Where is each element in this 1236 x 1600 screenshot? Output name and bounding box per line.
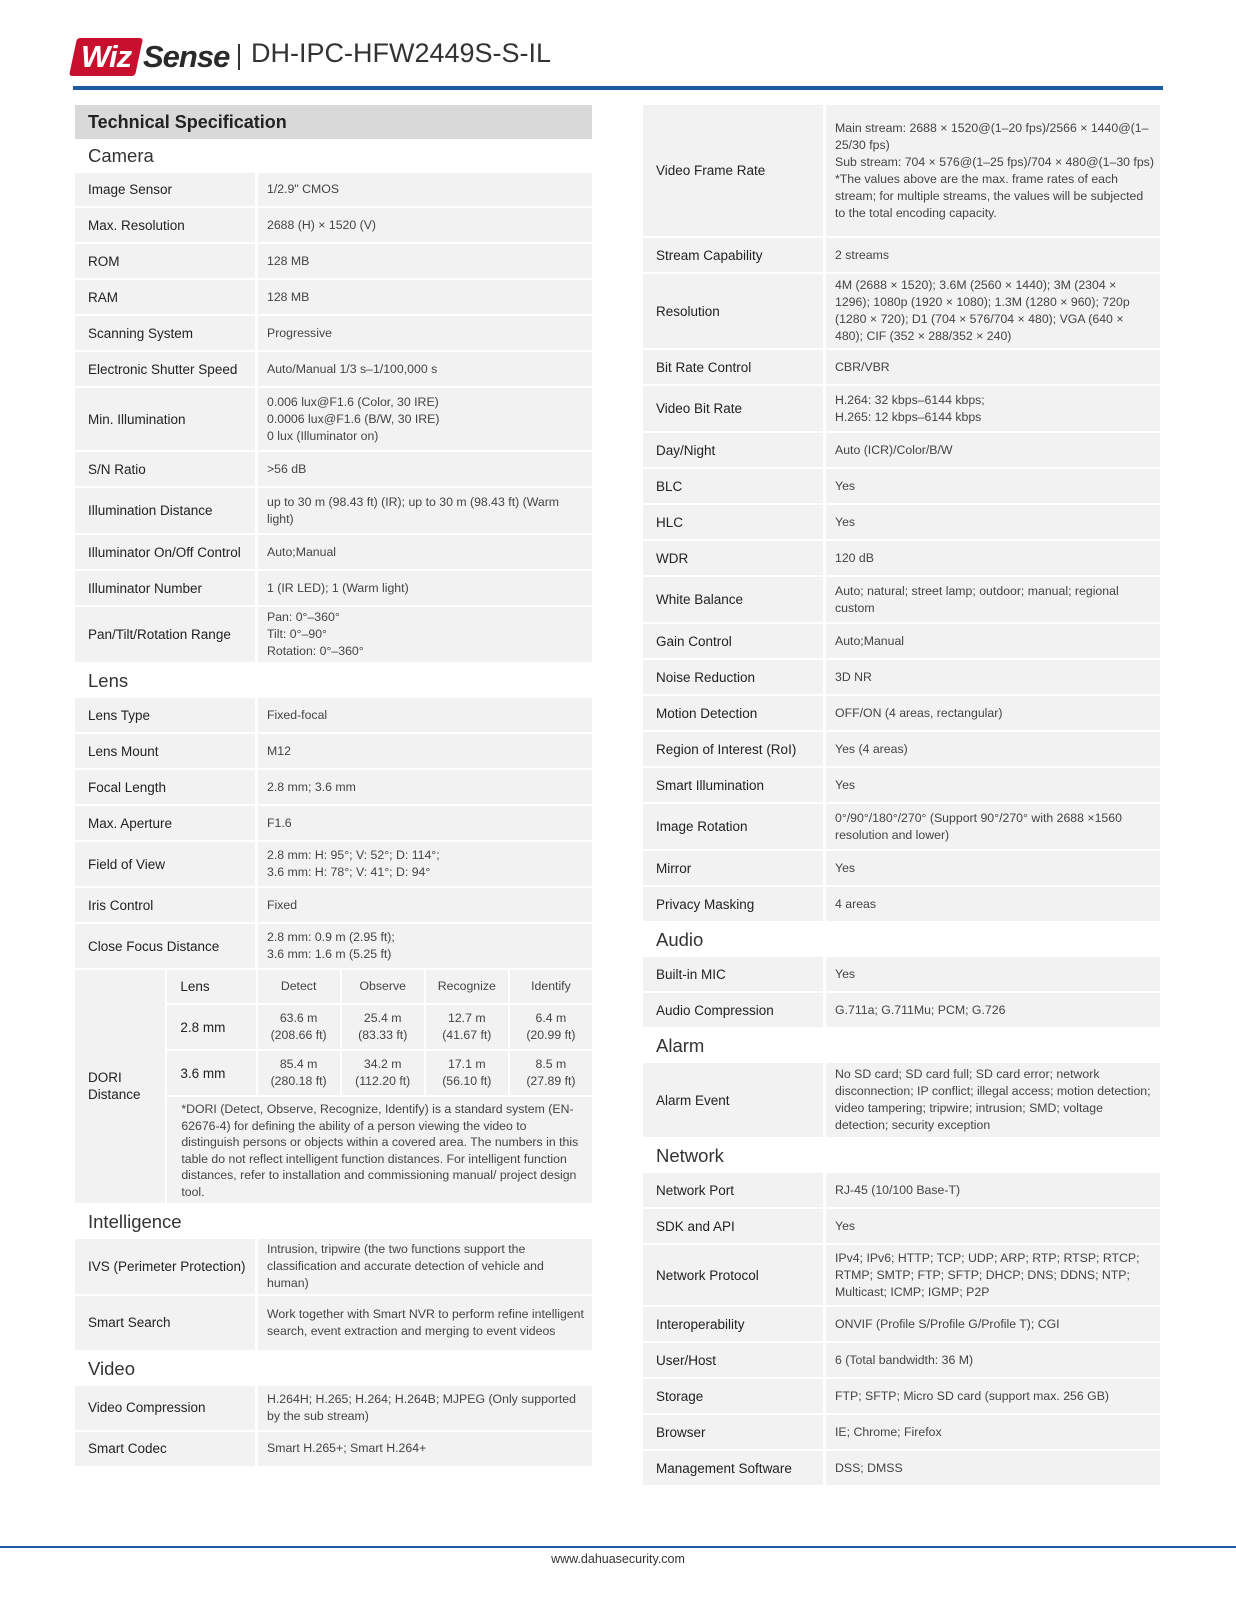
spec-label: Smart Illumination xyxy=(643,768,826,802)
spec-table-audio xyxy=(643,955,1160,1029)
section-title-intelligence: Intelligence xyxy=(88,1210,182,1232)
spec-row-rom xyxy=(75,244,592,278)
spec-value: H.264: 32 kbps–6144 kbps; H.265: 12 kbps–6144 kbps xyxy=(826,386,1160,431)
spec-row-video-bit-rate xyxy=(643,386,1160,431)
spec-label: RAM xyxy=(75,280,258,314)
spec-value: Fixed xyxy=(258,888,592,922)
spec-row-sdk-and-api xyxy=(643,1209,1160,1243)
spec-value: Intrusion, tripwire (the two functions support the classification and accurate detection of vehicle and human) xyxy=(258,1239,592,1294)
section-title-lens: Lens xyxy=(88,670,129,691)
spec-value: 2.8 mm: H: 95°; V: 52°; D: 114°; 3.6 mm: H: 78°; V: 41°; D: 94° xyxy=(258,842,592,886)
spec-row-region-of-interest-roi xyxy=(643,732,1160,766)
spec-value: 4M (2688 × 1520); 3.6M (2560 × 1440); 3M (2304 × 1296); 1080p (1920 × 1080); 1.3M (1280 × 960); 720p (1280 × 720); D1 (704 × 576/704 × 480); VGA (640 × 480); CIF (352 × 288/352 × 240) xyxy=(826,274,1160,348)
spec-value: Auto;Manual xyxy=(826,624,1160,658)
spec-label: Smart Search xyxy=(75,1296,258,1350)
spec-value: 128 MB xyxy=(258,280,592,314)
spec-row-alarm-event xyxy=(643,1063,1160,1137)
spec-label: Illuminator Number xyxy=(75,571,258,605)
spec-label: Video Bit Rate xyxy=(643,386,826,431)
spec-value: Yes xyxy=(826,851,1160,885)
page-header xyxy=(73,36,1163,84)
section-title-audio: Audio xyxy=(656,929,704,950)
spec-label: SDK and API xyxy=(643,1209,826,1243)
spec-row-white-balance xyxy=(643,577,1160,622)
spec-label: Field of View xyxy=(75,842,258,886)
spec-value: 3D NR xyxy=(826,660,1160,694)
spec-label: Max. Aperture xyxy=(75,806,258,840)
spec-label: Electronic Shutter Speed xyxy=(75,352,258,386)
spec-label: Network Port xyxy=(643,1173,826,1207)
spec-row-smart-codec xyxy=(75,1432,592,1466)
spec-value: Progressive xyxy=(258,316,592,350)
spec-table-network xyxy=(643,1171,1160,1487)
spec-label: Max. Resolution xyxy=(75,208,258,242)
spec-label: Focal Length xyxy=(75,770,258,804)
spec-label: Image Rotation xyxy=(643,804,826,849)
spec-value: up to 30 m (98.43 ft) (IR); up to 30 m (98.43 ft) (Warm light) xyxy=(258,488,592,533)
spec-value: 2.8 mm: 0.9 m (2.95 ft); 3.6 mm: 1.6 m (5.25 ft) xyxy=(258,924,592,968)
spec-row-audio-compression xyxy=(643,993,1160,1027)
spec-label: Pan/Tilt/Rotation Range xyxy=(75,607,258,662)
dori-header-detect: Detect xyxy=(258,970,340,1003)
spec-value: Pan: 0°–360° Tilt: 0°–90° Rotation: 0°–360° xyxy=(258,607,592,662)
spec-row-user-host xyxy=(643,1343,1160,1377)
spec-value: Main stream: 2688 × 1520@(1–20 fps)/2566 × 1440@(1–25/30 fps) Sub stream: 704 × 576@(1–25 fps)/704 × 480@(1–30 fps) *The values above are the max. frame rates of each stream; for multiple streams, the values will be subjected to the total encoding capacity. xyxy=(826,105,1160,236)
spec-value: OFF/ON (4 areas, rectangular) xyxy=(826,696,1160,730)
dori-header-identify: Identify xyxy=(510,970,592,1003)
dori-note: *DORI (Detect, Observe, Recognize, Identify) is a standard system (EN-62676-4) for defining the ability of a person viewing the video to distinguish persons or objects within a covered area. The numbers in this table do not reflect intelligent function distances. For intelligent function distances, refer to installation and commissioning manual/ project design tool. xyxy=(167,1097,592,1203)
spec-value: 6 (Total bandwidth: 36 M) xyxy=(826,1343,1160,1377)
spec-row-resolution xyxy=(643,274,1160,348)
footer-rule xyxy=(0,1546,1236,1548)
spec-value: IE; Chrome; Firefox xyxy=(826,1415,1160,1449)
spec-label: Illumination Distance xyxy=(75,488,258,533)
spec-label: Lens Type xyxy=(75,698,258,732)
spec-value: Yes xyxy=(826,469,1160,503)
spec-row-motion-detection xyxy=(643,696,1160,730)
spec-row-stream-capability xyxy=(643,238,1160,272)
logo-wiz-text: Wiz xyxy=(81,39,132,74)
spec-label: Built-in MIC xyxy=(643,957,826,991)
spec-row-network-port xyxy=(643,1173,1160,1207)
spec-table-intelligence xyxy=(75,1237,592,1352)
dori-lens-label: 2.8 mm xyxy=(167,1005,255,1049)
spec-label: Resolution xyxy=(643,274,826,348)
spec-value: Yes xyxy=(826,957,1160,991)
spec-value: 1/2.9" CMOS xyxy=(258,173,592,206)
spec-label: Illuminator On/Off Control xyxy=(75,535,258,569)
spec-label: BLC xyxy=(643,469,826,503)
spec-value: Yes xyxy=(826,505,1160,539)
dori-cell: 34.2 m (112.20 ft) xyxy=(342,1051,424,1095)
section-title-camera: Camera xyxy=(88,145,154,166)
spec-value: 120 dB xyxy=(826,541,1160,575)
spec-label: Close Focus Distance xyxy=(75,924,258,968)
spec-value: No SD card; SD card full; SD card error; network disconnection; IP conflict; illegal access; motion detection; video tampering; tripwire; intrusion; SMD; voltage detection; security exception xyxy=(826,1063,1160,1137)
spec-row-blc xyxy=(643,469,1160,503)
spec-label: Iris Control xyxy=(75,888,258,922)
left-column xyxy=(75,105,592,1468)
spec-row-wdr xyxy=(643,541,1160,575)
header-divider xyxy=(238,44,240,70)
spec-row-s-n-ratio xyxy=(75,452,592,486)
spec-row-scanning-system xyxy=(75,316,592,350)
spec-value: G.711a; G.711Mu; PCM; G.726 xyxy=(826,993,1160,1027)
spec-row-focal-length xyxy=(75,770,592,804)
spec-value: Fixed-focal xyxy=(258,698,592,732)
model-number: DH-IPC-HFW2449S-S-IL xyxy=(251,38,552,68)
spec-value: Work together with Smart NVR to perform refine intelligent search, event extraction and merging to event videos xyxy=(258,1296,592,1350)
spec-label: User/Host xyxy=(643,1343,826,1377)
spec-row-field-of-view xyxy=(75,842,592,886)
spec-value: Auto;Manual xyxy=(258,535,592,569)
spec-row-bit-rate-control xyxy=(643,350,1160,384)
spec-row-noise-reduction xyxy=(643,660,1160,694)
spec-label: Noise Reduction xyxy=(643,660,826,694)
spec-value: M12 xyxy=(258,734,592,768)
spec-label: HLC xyxy=(643,505,826,539)
spec-value: 2 streams xyxy=(826,238,1160,272)
spec-label: White Balance xyxy=(643,577,826,622)
spec-label: Video Frame Rate xyxy=(643,105,826,236)
spec-label: IVS (Perimeter Protection) xyxy=(75,1239,258,1294)
dori-cell: 6.4 m (20.99 ft) xyxy=(510,1005,592,1049)
spec-row-image-sensor xyxy=(75,173,592,206)
spec-row-hlc xyxy=(643,505,1160,539)
spec-label: Network Protocol xyxy=(643,1245,826,1305)
spec-label: ROM xyxy=(75,244,258,278)
section-title-network: Network xyxy=(656,1145,724,1166)
spec-value: Smart H.265+; Smart H.264+ xyxy=(258,1432,592,1466)
spec-value: Auto; natural; street lamp; outdoor; manual; regional custom xyxy=(826,577,1160,622)
spec-row-max-resolution xyxy=(75,208,592,242)
spec-value: F1.6 xyxy=(258,806,592,840)
dori-cell: 17.1 m (56.10 ft) xyxy=(426,1051,508,1095)
spec-label: Image Sensor xyxy=(75,173,258,206)
spec-row-storage xyxy=(643,1379,1160,1413)
logo-sense-text: Sense xyxy=(143,39,230,74)
right-column xyxy=(643,105,1160,1487)
spec-table-video-continued xyxy=(643,103,1160,923)
spec-label: Smart Codec xyxy=(75,1432,258,1466)
spec-row-illumination-distance xyxy=(75,488,592,533)
spec-row-privacy-masking xyxy=(643,887,1160,921)
dori-label: DORI Distance xyxy=(75,970,165,1203)
spec-value: RJ-45 (10/100 Base-T) xyxy=(826,1173,1160,1207)
spec-value: 2.8 mm; 3.6 mm xyxy=(258,770,592,804)
spec-value: Yes xyxy=(826,1209,1160,1243)
dori-lens-label: 3.6 mm xyxy=(167,1051,255,1095)
spec-row-iris-control xyxy=(75,888,592,922)
spec-value: ONVIF (Profile S/Profile G/Profile T); CGI xyxy=(826,1307,1160,1341)
spec-label: Scanning System xyxy=(75,316,258,350)
spec-label: Alarm Event xyxy=(643,1063,826,1137)
spec-label: Mirror xyxy=(643,851,826,885)
spec-row-image-rotation xyxy=(643,804,1160,849)
spec-value: 0°/90°/180°/270° (Support 90°/270° with 2688 ×1560 resolution and lower) xyxy=(826,804,1160,849)
dori-header-lens: Lens xyxy=(167,970,255,1003)
spec-table-lens xyxy=(75,696,592,970)
spec-row-electronic-shutter-speed xyxy=(75,352,592,386)
dori-cell: 25.4 m (83.33 ft) xyxy=(342,1005,424,1049)
spec-value: 4 areas xyxy=(826,887,1160,921)
spec-label: Bit Rate Control xyxy=(643,350,826,384)
spec-row-smart-illumination xyxy=(643,768,1160,802)
dori-cell: 63.6 m (208.66 ft) xyxy=(258,1005,340,1049)
spec-table-video xyxy=(75,1384,592,1468)
spec-value: FTP; SFTP; Micro SD card (support max. 256 GB) xyxy=(826,1379,1160,1413)
dori-cell: 85.4 m (280.18 ft) xyxy=(258,1051,340,1095)
spec-value: CBR/VBR xyxy=(826,350,1160,384)
spec-label: S/N Ratio xyxy=(75,452,258,486)
section-title-alarm: Alarm xyxy=(656,1035,705,1056)
spec-label: WDR xyxy=(643,541,826,575)
spec-row-ram xyxy=(75,280,592,314)
spec-row-video-frame-rate xyxy=(643,105,1160,236)
section-title-video: Video xyxy=(88,1357,135,1379)
spec-label: Lens Mount xyxy=(75,734,258,768)
spec-label: Browser xyxy=(643,1415,826,1449)
spec-row-network-protocol xyxy=(643,1245,1160,1305)
spec-row-browser xyxy=(643,1415,1160,1449)
spec-row-smart-search xyxy=(75,1296,592,1350)
spec-table-alarm xyxy=(643,1061,1160,1139)
spec-row-illuminator-number xyxy=(75,571,592,605)
spec-value: >56 dB xyxy=(258,452,592,486)
spec-row-mirror xyxy=(643,851,1160,885)
spec-value: 128 MB xyxy=(258,244,592,278)
spec-label: Management Software xyxy=(643,1451,826,1485)
spec-value: 0.006 lux@F1.6 (Color, 30 IRE) 0.0006 lux@F1.6 (B/W, 30 IRE) 0 lux (Illuminator on) xyxy=(258,388,592,450)
dori-header-recognize: Recognize xyxy=(426,970,508,1003)
spec-row-lens-mount xyxy=(75,734,592,768)
spec-value: 1 (IR LED); 1 (Warm light) xyxy=(258,571,592,605)
spec-value: Auto (ICR)/Color/B/W xyxy=(826,433,1160,467)
spec-row-interoperability xyxy=(643,1307,1160,1341)
spec-value: Yes (4 areas) xyxy=(826,732,1160,766)
spec-label: Motion Detection xyxy=(643,696,826,730)
spec-row-close-focus-distance xyxy=(75,924,592,968)
spec-value: 2688 (H) × 1520 (V) xyxy=(258,208,592,242)
spec-label: Min. Illumination xyxy=(75,388,258,450)
dori-header-observe: Observe xyxy=(342,970,424,1003)
footer-url: www.dahuasecurity.com xyxy=(551,1552,685,1566)
spec-value: Yes xyxy=(826,768,1160,802)
spec-row-lens-type xyxy=(75,698,592,732)
spec-row-ivs-perimeter-protection xyxy=(75,1239,592,1294)
spec-value: DSS; DMSS xyxy=(826,1451,1160,1485)
spec-row-min-illumination xyxy=(75,388,592,450)
spec-label: Video Compression xyxy=(75,1386,258,1430)
spec-row-pan-tilt-rotation-range xyxy=(75,607,592,662)
spec-label: Region of Interest (RoI) xyxy=(643,732,826,766)
spec-row-illuminator-on-off-control xyxy=(75,535,592,569)
spec-table-camera xyxy=(75,171,592,664)
spec-label: Day/Night xyxy=(643,433,826,467)
dori-table xyxy=(73,968,594,1205)
dori-cell: 8.5 m (27.89 ft) xyxy=(510,1051,592,1095)
page-title: Technical Specification xyxy=(75,105,592,139)
dori-cell: 12.7 m (41.67 ft) xyxy=(426,1005,508,1049)
spec-label: Stream Capability xyxy=(643,238,826,272)
spec-row-max-aperture xyxy=(75,806,592,840)
spec-row-management-software xyxy=(643,1451,1160,1485)
dori-header-row xyxy=(75,970,592,1003)
spec-label: Privacy Masking xyxy=(643,887,826,921)
spec-value: Auto/Manual 1/3 s–1/100,000 s xyxy=(258,352,592,386)
spec-label: Storage xyxy=(643,1379,826,1413)
spec-label: Interoperability xyxy=(643,1307,826,1341)
spec-value: H.264H; H.265; H.264; H.264B; MJPEG (Only supported by the sub stream) xyxy=(258,1386,592,1430)
header-rule xyxy=(73,86,1163,90)
spec-row-built-in-mic xyxy=(643,957,1160,991)
spec-label: Audio Compression xyxy=(643,993,826,1027)
spec-row-day-night xyxy=(643,433,1160,467)
spec-label: Gain Control xyxy=(643,624,826,658)
spec-row-video-compression xyxy=(75,1386,592,1430)
spec-row-gain-control xyxy=(643,624,1160,658)
spec-value: IPv4; IPv6; HTTP; TCP; UDP; ARP; RTP; RTSP; RTCP; RTMP; SMTP; FTP; SFTP; DHCP; DNS; DDNS; NTP; Multicast; ICMP; IGMP; P2P xyxy=(826,1245,1160,1305)
